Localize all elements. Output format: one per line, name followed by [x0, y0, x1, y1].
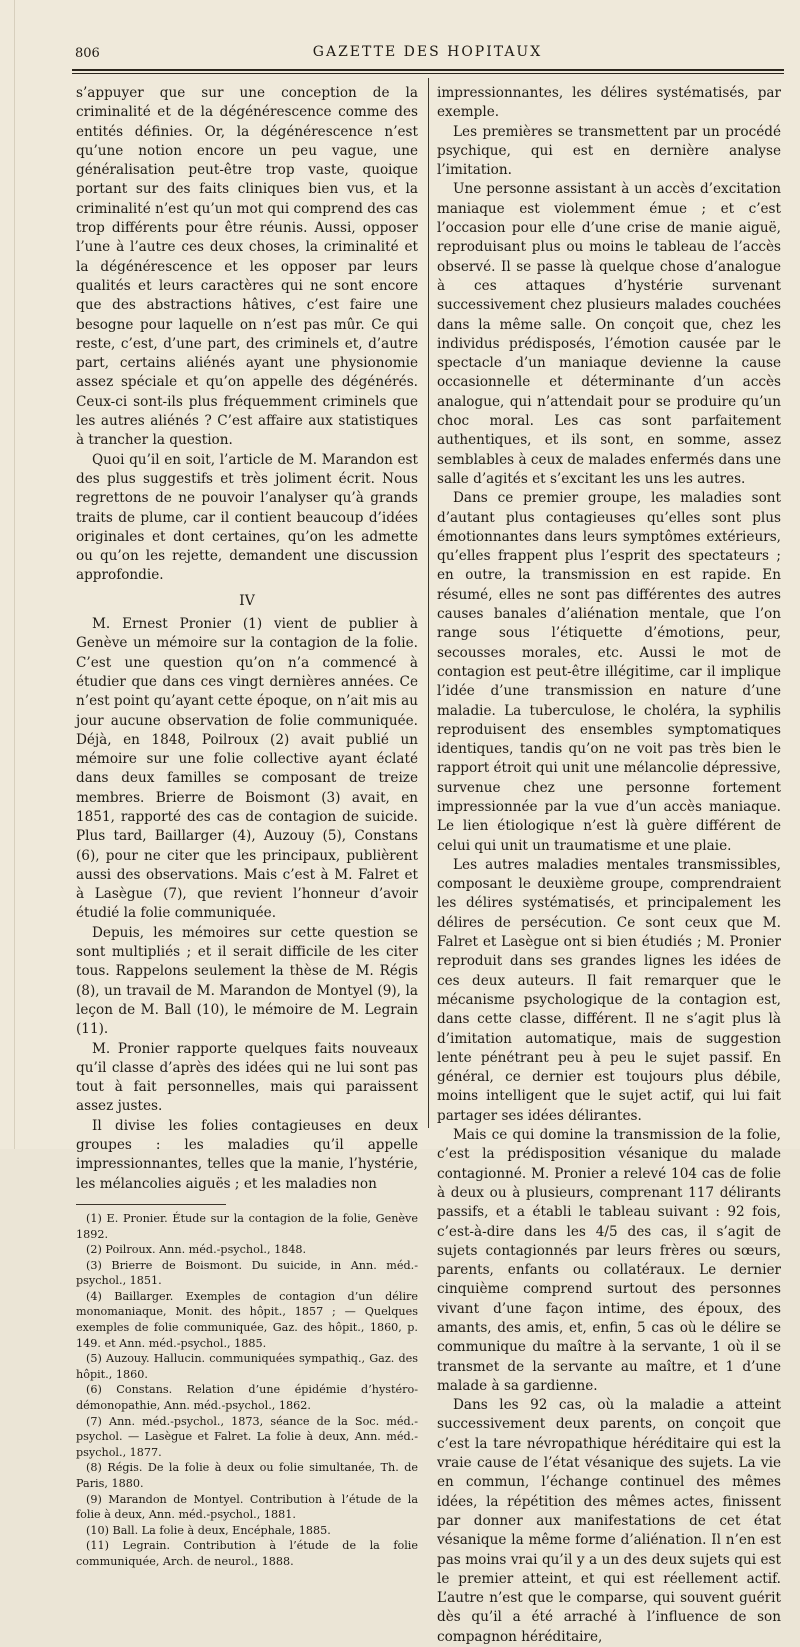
left-column: [76, 84, 418, 1570]
paragraph: s’appuyer que sur une conception de la criminalité et de la dégénérescence comme des entités définies. Or, la dégénérescence n’est qu’une notion encore un peu vague, une généralisation peut-être trop vaste, quoique portant sur des faits cliniques bien vus, et la criminalité n’est qu’un mot qui comprend des cas trop différents pour être réunis. Aussi, opposer l’une à l’autre ces deux choses, la criminalité et la dégénérescence et les opposer par leurs qualités et leurs caractères qui ne sont encore que des abstractions hâtives, c’est faire une besogne pour laquelle on n’est pas mûr. Ce qui reste, c’est, d’une part, des criminels et, d’autre part, certains aliénés ayant une physionomie assez spéciale et qu’on appelle des dégénérés. Ceux-ci sont-ils plus fréquemment criminels que les autres aliénés ? C’est affaire aux statistiques à trancher la question.: [76, 85, 419, 449]
paragraph: M. Ernest Pronier (1) vient de publier à Genève un mémoire sur la contagion de la folie. C’est une question qu’on n’a commencé à étudier que dans ces vingt dernières années. Ce n’est point qu’ayant cette époque, on n’ait mis au jour aucune observation de folie communiquée. Déjà, en 1848, Poilroux (2) avait publié un mémoire sur une folie collective ayant éclaté dans deux familles se composant de treize membres. Brierre de Boismont (3) avait, en 1851, rapporté des cas de contagion de suicide. Plus tard, Baillarger (4), Auzouy (5), Constans (6), pour ne citer que les principaux, publièrent aussi des observations. Mais c’est à M. Falret et à Lasègue (7), que revient l’honneur d’avoir étudié la folie communiquée.: [76, 616, 418, 922]
section-heading: IV: [239, 592, 255, 609]
page-number: 806: [75, 46, 100, 61]
paragraph: M. Pronier rapporte quelques faits nouveaux qu’il classe d’après des idées qui ne lui sont pas tout à fait personnelles, mais qui paraissent assez justes.: [76, 1040, 418, 1115]
running-header: [70, 44, 785, 66]
page-edge: [8, 0, 15, 1149]
footnote: (6) Constans. Relation d’une épidémie d’hystéro-démonopathie, Ann. méd.-psychol., 1862.: [76, 1383, 418, 1413]
journal-title: GAZETTE DES HOPITAUX: [312, 44, 543, 60]
footnote: (9) Marandon de Montyel. Contribution à l’étude de la folie à deux, Ann. méd.-psychol., 1881.: [76, 1492, 418, 1522]
paragraph: Depuis, les mémoires sur cette question se sont multipliés ; et il serait difficile de les citer tous. Rappelons seulement la thèse de M. Régis (8), un travail de M. Marandon de Montyel (9), la leçon de M. Ball (10), le mémoire de M. Legrain (11).: [76, 924, 418, 1038]
right-column: [437, 84, 781, 1647]
paragraph: Une personne assistant à un accès d’excitation maniaque est violemment émue ; et c’est l’occasion pour elle d’une crise de manie aiguë, reproduisant plus ou moins le tableau de l’accès observé. Il se passe là quelque chose d’analogue à ces attaques d’hystérie survenant successivement chez plusieurs malades couchées dans la même salle. On conçoit que, chez les individus prédisposés, l’émotion causée par le spectacle d’un maniaque devienne la cause occasionnelle et déterminante d’un accès analogue, qui n’attendait pour se produire qu’un choc moral. Les cas sont parfaitement authentiques, et ils sont, en somme, assez semblables à ceux de malades enfermés dans une salle d’agités et s’excitant les uns les autres.: [437, 181, 781, 487]
footnote: (4) Baillarger. Exemples de contagion d’un délire monomaniaque, Monit. des hôpit., 1857 ; — Quelques exemples de folie communiquée, Gaz. des hôpit., 1860, p. 149. et Ann. méd.-psychol., 1885.: [76, 1289, 418, 1350]
paragraph: Les premières se transmettent par un procédé psychique, qui est en dernière analyse l’imitation.: [437, 123, 781, 179]
footnote: (2) Poilroux. Ann. méd.-psychol., 1848.: [86, 1243, 307, 1257]
footnote: (8) Régis. De la folie à deux ou folie simultanée, Th. de Paris, 1880.: [76, 1461, 418, 1491]
paragraph: impressionnantes, les délires systématisés, par exemple.: [437, 85, 781, 121]
paragraph: Dans ce premier groupe, les maladies sont d’autant plus contagieuses qu’elles sont plus émotionnantes dans leurs symptômes extérieurs, qu’elles frappent plus l’esprit des spectateurs ; en outre, la transmission en est rapide. En résumé, elles ne sont pas différentes des autres causes banales d’aliénation mentale, que l’on range sous l’étiquette d’émotions, peur, secousses morales, etc. Aussi le mot de contagion est peut-être illégitime, car il implique l’idée d’une transmission en nature d’une maladie. La tuberculose, le choléra, la syphilis reproduisent des ensembles symptomatiques identiques, tandis qu’on ne voit pas très bien le rapport étroit qui unit une mélancolie dépressive, survenue chez une personne fortement impressionnée par la vue d’un accès maniaque. Le lien étiologique n’est là guère différent de celui qui unit un traumatisme et une plaie.: [437, 490, 781, 854]
footnotes: [76, 1211, 418, 1570]
header-rule: [72, 69, 784, 74]
footnote: (7) Ann. méd.-psychol., 1873, séance de la Soc. méd.-psychol. — Lasègue et Falret. La folie à deux, Ann. méd.-psychol., 1877.: [76, 1414, 418, 1459]
footnote: (11) Legrain. Contribution à l’étude de la folie communiquée, Arch. de neurol., 1888.: [76, 1539, 418, 1568]
footnote: (3) Brierre de Boismont. Du suicide, in Ann. méd.-psychol., 1851.: [76, 1258, 418, 1288]
paragraph: Il divise les folies contagieuses en deux groupes : les maladies qu’il appelle impressionnantes, telles que la manie, l’hystérie, les mélancolies aiguës ; et les maladies non: [76, 1117, 418, 1192]
paragraph: Quoi qu’il en soit, l’article de M. Marandon est des plus suggestifs et très joliment écrit. Nous regrettons de ne pouvoir l’analyser qu’à grands traits de plume, car il contient beaucoup d’idées originales et dont certaines, qu’on les admette ou qu’on les rejette, demandent une discussion approfondie.: [76, 451, 418, 584]
footnote-rule: [76, 1204, 226, 1205]
paragraph: Mais ce qui domine la transmission de la folie, c’est la prédisposition vésanique du malade contagionné. M. Pronier a relevé 104 cas de folie à deux ou à plusieurs, comprenant 117 délirants passifs, et a établi le tableau suivant : 92 fois, c’est-à-dire dans les 4/5 des cas, il s’agit de sujets contagionnés par leurs frères ou sœurs, parents, enfants ou collatéraux. Le dernier cinquième comprend surtout des personnes vivant d’une façon intime, des époux, des amants, des amis, et, enfin, 5 cas où le délire se communique du maître à la servante, 1 où il se transmet de la servante au maître, et 1 d’une malade à sa gardienne.: [437, 1127, 781, 1394]
footnote: (5) Auzouy. Hallucin. communiquées sympathiq., Gaz. des hôpit., 1860.: [76, 1352, 418, 1381]
paragraph: Dans les 92 cas, où la maladie a atteint successivement deux parents, on conçoit que c’est la tare névropathique héréditaire qui est la vraie cause de l’état vésanique des sujets. La vie en commun, l’échange continuel des mêmes idées, la répétition des mêmes actes, finissent par donner aux manifestations de cet état vésanique la même forme d’aliénation. Il n’en est pas moins vrai qu’il y a un des deux sujets qui est le premier atteint, et qui est réellement actif. L’autre n’est que le comparse, qui souvent guérit dès qu’il a été arraché à l’influence de son compagnon héréditaire,: [437, 1397, 781, 1645]
paragraph: Les autres maladies mentales transmissibles, composant le deuxième groupe, comprendraient les délires systématisés, et principalement les délires de persécution. Ce sont ceux que M. Falret et Lasègue ont si bien étudiés ; M. Pronier reproduit dans ses grandes lignes les idées de ces deux auteurs. Il fait remarquer que le mécanisme psychologique de la contagion est, dans cette classe, différent. Il ne s’agit plus là d’imitation automatique, mais de suggestion lente pénétrant peu à peu le sujet passif. En général, ce dernier est toujours plus débile, moins intelligent que le sujet actif, qui lui fait partager ses idées délirantes.: [437, 856, 781, 1124]
column-divider: [428, 78, 429, 1128]
footnote: (10) Ball. La folie à deux, Encéphale, 1885.: [86, 1523, 331, 1537]
footnote: (1) E. Pronier. Étude sur la contagion de la folie, Genève 1892.: [76, 1211, 418, 1241]
